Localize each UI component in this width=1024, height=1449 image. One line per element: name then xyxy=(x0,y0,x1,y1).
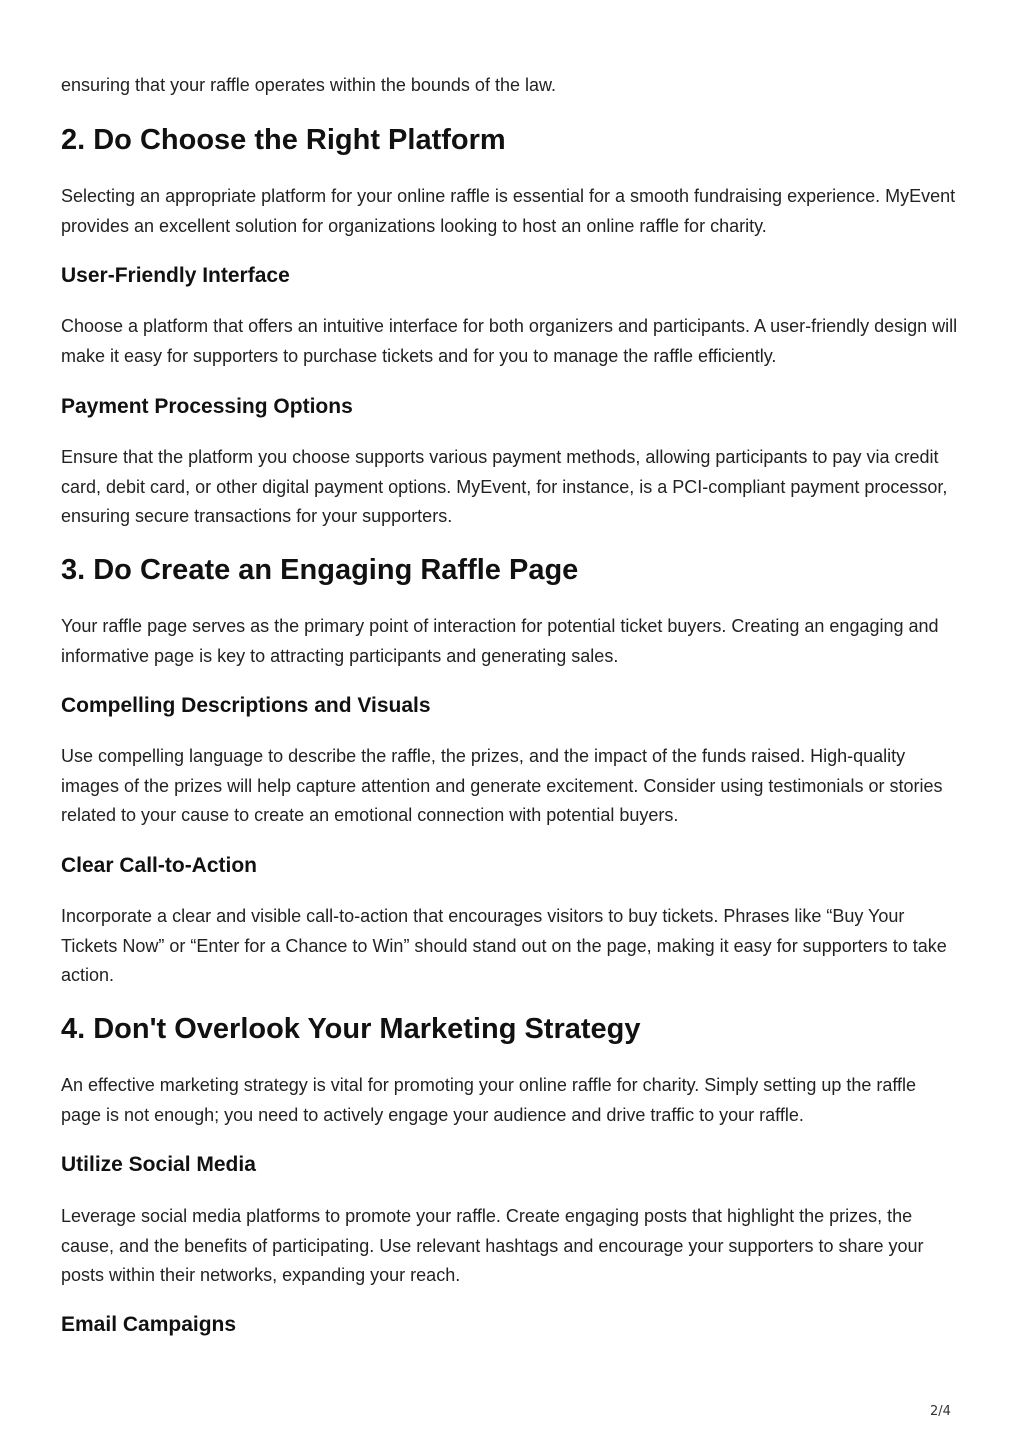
subheading-email-campaigns: Email Campaigns xyxy=(61,1313,237,1336)
page-number: 2/4 xyxy=(930,1404,951,1419)
section-heading-choose-platform: 2. Do Choose the Right Platform xyxy=(61,124,506,156)
section-paragraph-raffle-page: Your raffle page serves as the primary point of interaction for potential ticket buyers. Creating an engaging and informative page is key to attracting participants and generating sales. xyxy=(61,616,939,666)
section-paragraph-choose-platform: Selecting an appropriate platform for your online raffle is essential for a smooth fundraising experience. MyEvent provides an excellent solution for organizations looking to host an online raffle for charity. xyxy=(61,186,956,236)
paragraph-user-friendly-interface: Choose a platform that offers an intuitive interface for both organizers and participants. A user-friendly design will make it easy for supporters to purchase tickets and for you to manage the raffle efficiently. xyxy=(61,316,958,366)
paragraph-call-to-action: Incorporate a clear and visible call-to-action that encourages visitors to buy tickets. Phrases like “Buy Your Tickets Now” or “Enter for a Chance to Win” should stand out on the page, making it easy for supporters to take action. xyxy=(61,906,947,985)
paragraph-social-media: Leverage social media platforms to promote your raffle. Create engaging posts that highlight the prizes, the cause, and the benefits of participating. Use relevant hashtags and encourage your supporters to share your posts within their networks, expanding your reach. xyxy=(61,1206,924,1285)
subheading-compelling-descriptions: Compelling Descriptions and Visuals xyxy=(61,694,431,717)
subheading-call-to-action: Clear Call-to-Action xyxy=(61,854,258,877)
paragraph-payment-processing: Ensure that the platform you choose supports various payment methods, allowing participants to pay via credit card, debit card, or other digital payment options. MyEvent, for instance, is a PCI-compliant payment processor, ensuring secure transactions for your supporters. xyxy=(61,447,948,526)
section-heading-raffle-page: 3. Do Create an Engaging Raffle Page xyxy=(61,554,579,586)
subheading-social-media: Utilize Social Media xyxy=(61,1153,256,1176)
section-heading-marketing-strategy: 4. Don't Overlook Your Marketing Strategy xyxy=(61,1013,641,1045)
section-paragraph-marketing-strategy: An effective marketing strategy is vital for promoting your online raffle for charity. Simply setting up the raffle page is not enough; you need to actively engage your audience and drive traffic to your raffle. xyxy=(61,1075,917,1125)
paragraph-compelling-descriptions: Use compelling language to describe the raffle, the prizes, and the impact of the funds raised. High-quality images of the prizes will help capture attention and generate excitement. Consider using testimonials or stories related to your cause to create an emotional connection with potential buyers. xyxy=(61,746,943,825)
subheading-payment-processing: Payment Processing Options xyxy=(61,395,353,418)
intro-paragraph-tail: ensuring that your raffle operates within the bounds of the law. xyxy=(61,75,556,95)
subheading-user-friendly-interface: User-Friendly Interface xyxy=(61,264,290,287)
